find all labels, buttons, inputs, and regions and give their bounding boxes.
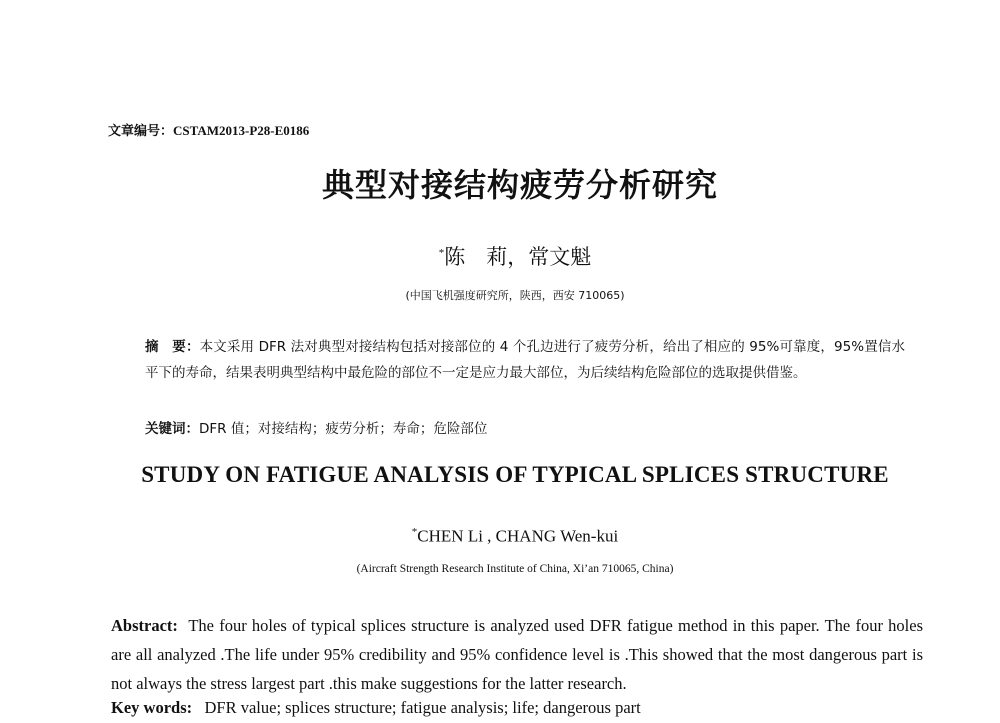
english-keywords-label: Key words: bbox=[111, 698, 193, 717]
english-title: STUDY ON FATIGUE ANALYSIS OF TYPICAL SPLICES STRUCTURE bbox=[141, 462, 889, 487]
english-keywords-text: DFR value; splices structure; fatigue analysis; life; dangerous part bbox=[204, 698, 641, 717]
chinese-abstract-text: 本文采用 DFR 法对典型对接结构包括对接部位的 4 个孔边进行了疲劳分析，给出了相应的 95%可靠度，95%置信水平下的寿命，结果表明典型结构中最危险的部位不一定是应力最大部位，为后续结构危险部位的选取提供借鉴。 bbox=[145, 339, 906, 381]
english-abstract-text: The four holes of typical splices structure is analyzed used DFR fatigue method in this paper. The four holes are all analyzed .The life under 95% credibility and 95% confidence level is .This showed that the most dangerous part is not always the stress largest part .this make suggestions for the latter research. bbox=[111, 616, 923, 693]
english-keywords bbox=[111, 695, 923, 721]
english-abstract bbox=[111, 611, 923, 698]
chinese-abstract-label: 摘 要： bbox=[145, 339, 200, 355]
english-corresponding-author-mark: * bbox=[411, 526, 418, 538]
chinese-authors bbox=[0, 241, 1000, 271]
chinese-title: 典型对接结构疲劳分析研究 bbox=[321, 166, 718, 204]
chinese-keywords bbox=[145, 416, 905, 442]
chinese-keywords-label: 关键词： bbox=[145, 421, 199, 437]
english-author-names: CHEN Li , CHANG Wen-kui bbox=[417, 526, 619, 546]
english-affiliation: (Aircraft Strength Research Institute of China, Xi’an 710065, China) bbox=[356, 563, 674, 575]
chinese-abstract bbox=[145, 334, 905, 386]
chinese-keywords-text: DFR 值；对接结构；疲劳分析；寿命；危险部位 bbox=[199, 421, 488, 437]
chinese-author-names: 陈 莉，常文魁 bbox=[444, 245, 592, 269]
corresponding-author-mark: * bbox=[438, 247, 445, 259]
article-id-value: CSTAM2013-P28-E0186 bbox=[173, 123, 310, 138]
article-id-label: 文章编号： bbox=[108, 124, 174, 139]
article-id bbox=[108, 120, 309, 139]
chinese-affiliation: (中国飞机强度研究所，陕西，西安 710065) bbox=[405, 289, 625, 302]
english-authors bbox=[0, 526, 1000, 547]
english-abstract-label: Abstract: bbox=[111, 616, 178, 635]
